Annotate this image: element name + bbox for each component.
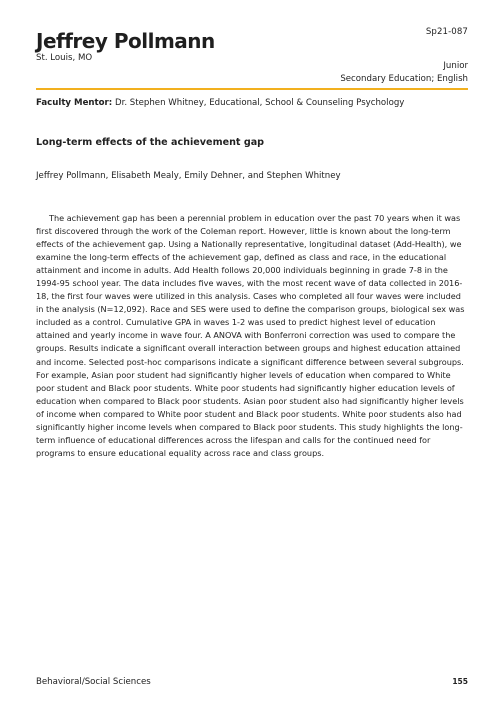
author-list: Jeffrey Pollmann, Elisabeth Mealy, Emily Dehner, and Stephen Whitney xyxy=(36,171,341,181)
accent-divider xyxy=(36,88,468,90)
student-info xyxy=(340,60,468,86)
abstract-code: Sp21-087 xyxy=(425,27,468,37)
mentor-label: Faculty Mentor: xyxy=(36,98,113,108)
mentor-value: Dr. Stephen Whitney, Educational, School & Counseling Psychology xyxy=(114,98,405,108)
page-number: 155 xyxy=(452,677,468,686)
abstract-title: Long-term effects of the achievement gap xyxy=(36,137,265,148)
class-year: Junior xyxy=(443,61,468,71)
footer-section: Behavioral/Social Sciences xyxy=(36,677,151,687)
faculty-mentor xyxy=(36,98,404,108)
abstract-body: The achievement gap has been a perennial problem in education over the past 70 years when it was first discovered through the work of the Coleman report. However, little is known about the long-term effects of the achievement gap. Using a Nationally representative, longitudinal dataset (Add-Health), we examine the long-term effects of the achievement gap, defined as class and race, in the educational attainment and income in adults. Add Health follows 20,000 individuals beginning in grade 7-8 in the 1994-95 school year. The data includes five waves, with the most recent wave of data collected in 2016-18, the first four waves were utilized in this analysis. Cases who completed all four waves were included in the analysis (N=12,092). Race and SES were used to define the comparison groups, biological sex was included as a control. Cumulative GPA in waves 1-2 was used to predict highest level of education attained and yearly income in wave four. A ANOVA with Bonferroni correction was used to compare the groups. Results indicate a significant overall interaction between groups and highest education attained and income. Selected post-hoc comparisons indicate a significant difference between several subgroups. For example, Asian poor student had significantly higher levels of education when compared to White poor student and Black poor students. White poor students had significantly higher education levels of education when compared to Black poor students. Asian poor student also had significantly higher levels of income when compared to White poor student and Black poor students. White poor students also had significantly higher income levels when compared to Black poor students. This study highlights the long-term influence of educational differences across the lifespan and calls for the continued need for programs to ensure educational equality across race and class groups. xyxy=(36,213,465,458)
major: Secondary Education; English xyxy=(340,74,468,84)
student-name: Jeffrey Pollmann xyxy=(36,29,215,53)
student-city: St. Louis, MO xyxy=(36,53,93,63)
